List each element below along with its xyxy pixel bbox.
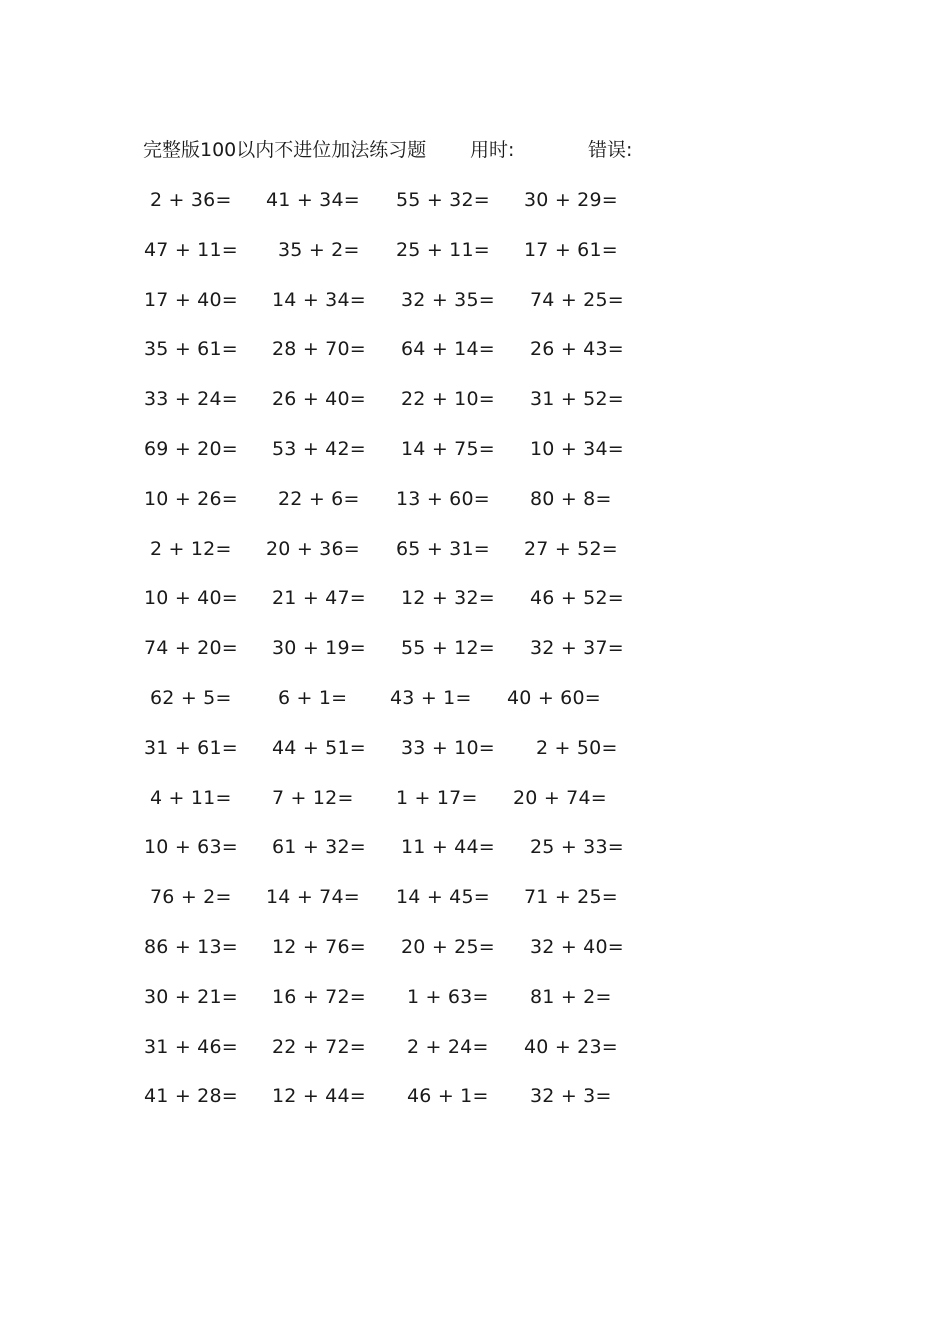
problem-r8-c3: 65 + 31= (396, 538, 490, 560)
problem-r15-c1: 76 + 2= (150, 886, 232, 908)
problem-r10-c4: 32 + 37= (530, 637, 624, 659)
problem-r19-c4: 32 + 3= (530, 1085, 612, 1107)
problem-r3-c4: 74 + 25= (530, 289, 624, 311)
problem-r5-c4: 31 + 52= (530, 388, 624, 410)
problem-r8-c2: 20 + 36= (266, 538, 360, 560)
problem-r11-c4: 40 + 60= (507, 687, 601, 709)
problem-r19-c1: 41 + 28= (144, 1085, 238, 1107)
problem-r6-c4: 10 + 34= (530, 438, 624, 460)
problem-r9-c3: 12 + 32= (401, 587, 495, 609)
problem-r13-c1: 4 + 11= (150, 787, 232, 809)
problem-r12-c4: 2 + 50= (536, 737, 618, 759)
time-label: 用时: (470, 139, 515, 161)
problem-r14-c1: 10 + 63= (144, 836, 238, 858)
problem-r19-c3: 46 + 1= (407, 1085, 489, 1107)
problem-r10-c1: 74 + 20= (144, 637, 238, 659)
problem-r13-c3: 1 + 17= (396, 787, 478, 809)
problem-r7-c2: 22 + 6= (278, 488, 360, 510)
problem-r11-c3: 43 + 1= (390, 687, 472, 709)
problem-r17-c4: 81 + 2= (530, 986, 612, 1008)
problem-r2-c1: 47 + 11= (144, 239, 238, 261)
problem-r17-c3: 1 + 63= (407, 986, 489, 1008)
errors-label: 错误: (588, 139, 633, 161)
problem-r12-c3: 33 + 10= (401, 737, 495, 759)
problem-r1-c1: 2 + 36= (150, 189, 232, 211)
problem-r13-c2: 7 + 12= (272, 787, 354, 809)
problem-r7-c1: 10 + 26= (144, 488, 238, 510)
problem-r10-c2: 30 + 19= (272, 637, 366, 659)
problem-r2-c4: 17 + 61= (524, 239, 618, 261)
problem-r15-c2: 14 + 74= (266, 886, 360, 908)
worksheet-title: 完整版100以内不进位加法练习题 (143, 139, 427, 161)
problem-r1-c3: 55 + 32= (396, 189, 490, 211)
problem-r3-c2: 14 + 34= (272, 289, 366, 311)
problem-r4-c1: 35 + 61= (144, 338, 238, 360)
problem-r6-c2: 53 + 42= (272, 438, 366, 460)
problem-r14-c4: 25 + 33= (530, 836, 624, 858)
problem-r4-c4: 26 + 43= (530, 338, 624, 360)
problem-r11-c1: 62 + 5= (150, 687, 232, 709)
problem-r8-c4: 27 + 52= (524, 538, 618, 560)
problem-r14-c3: 11 + 44= (401, 836, 495, 858)
problem-r5-c3: 22 + 10= (401, 388, 495, 410)
problem-r1-c2: 41 + 34= (266, 189, 360, 211)
problem-r12-c2: 44 + 51= (272, 737, 366, 759)
problem-r6-c3: 14 + 75= (401, 438, 495, 460)
problem-r4-c3: 64 + 14= (401, 338, 495, 360)
problem-r18-c4: 40 + 23= (524, 1036, 618, 1058)
problem-r2-c2: 35 + 2= (278, 239, 360, 261)
problem-r2-c3: 25 + 11= (396, 239, 490, 261)
problem-r18-c3: 2 + 24= (407, 1036, 489, 1058)
problem-r18-c1: 31 + 46= (144, 1036, 238, 1058)
problem-r4-c2: 28 + 70= (272, 338, 366, 360)
problem-r8-c1: 2 + 12= (150, 538, 232, 560)
problem-r14-c2: 61 + 32= (272, 836, 366, 858)
problem-r17-c1: 30 + 21= (144, 986, 238, 1008)
problem-r15-c4: 71 + 25= (524, 886, 618, 908)
problem-r13-c4: 20 + 74= (513, 787, 607, 809)
problem-r9-c1: 10 + 40= (144, 587, 238, 609)
problem-r18-c2: 22 + 72= (272, 1036, 366, 1058)
problem-r7-c3: 13 + 60= (396, 488, 490, 510)
problem-r10-c3: 55 + 12= (401, 637, 495, 659)
problem-r11-c2: 6 + 1= (278, 687, 348, 709)
problem-r3-c3: 32 + 35= (401, 289, 495, 311)
problem-r9-c4: 46 + 52= (530, 587, 624, 609)
problem-r16-c1: 86 + 13= (144, 936, 238, 958)
problem-r3-c1: 17 + 40= (144, 289, 238, 311)
problem-r16-c2: 12 + 76= (272, 936, 366, 958)
problem-r5-c2: 26 + 40= (272, 388, 366, 410)
problem-r5-c1: 33 + 24= (144, 388, 238, 410)
problem-r12-c1: 31 + 61= (144, 737, 238, 759)
problem-r19-c2: 12 + 44= (272, 1085, 366, 1107)
problem-r9-c2: 21 + 47= (272, 587, 366, 609)
problem-r15-c3: 14 + 45= (396, 886, 490, 908)
problem-r17-c2: 16 + 72= (272, 986, 366, 1008)
problem-r1-c4: 30 + 29= (524, 189, 618, 211)
problem-r16-c3: 20 + 25= (401, 936, 495, 958)
problem-r16-c4: 32 + 40= (530, 936, 624, 958)
problem-r6-c1: 69 + 20= (144, 438, 238, 460)
problem-r7-c4: 80 + 8= (530, 488, 612, 510)
